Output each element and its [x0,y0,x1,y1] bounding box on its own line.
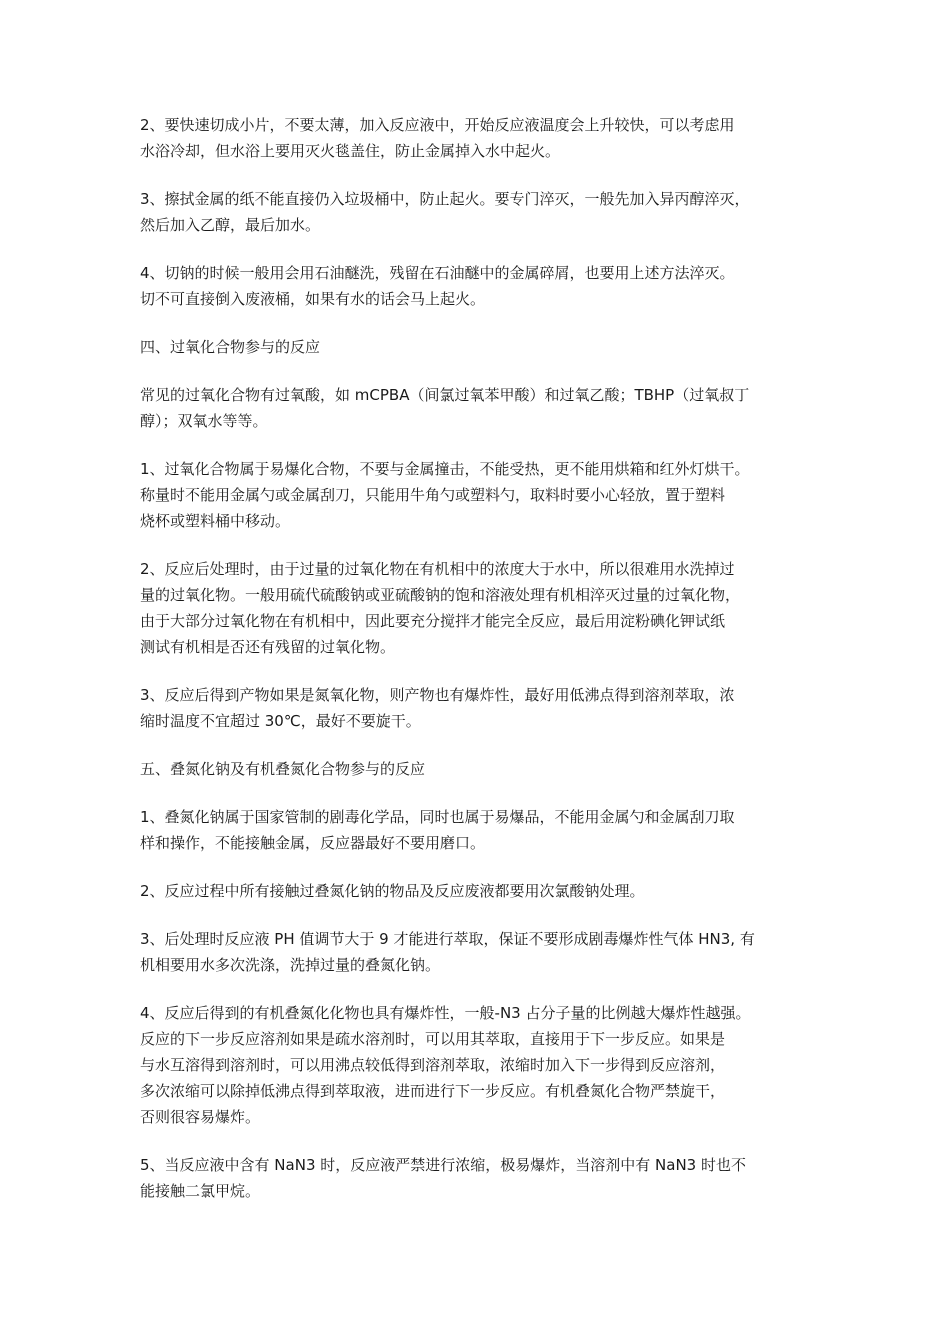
text-line: 2、反应后处理时，由于过量的过氧化物在有机相中的浓度大于水中，所以很难用水洗掉过 [140,560,735,578]
paragraph-3-n-oxide [140,682,818,734]
heading-text: 四、过氧化合物参与的反应 [140,338,321,356]
text-line: 由于大部分过氧化物在有机相中，因此要充分搅拌才能完全反应，最后用淀粉碘化钾试纸 [140,612,726,630]
paragraph-4-petroleum-ether [140,260,818,312]
text-line: 2、反应过程中所有接触过叠氮化钠的物品及反应废液都要用次氯酸钠处理。 [140,882,645,900]
text-line: 缩时温度不宜超过 30℃，最好不要旋干。 [140,712,421,730]
document-body [140,112,818,1226]
text-line: 醇）；双氧水等等。 [140,412,268,430]
paragraph-3-ph-adjust [140,926,818,978]
text-line: 1、叠氮化钠属于国家管制的剧毒化学品，同时也属于易爆品，不能用金属勺和金属刮刀取 [140,808,735,826]
paragraph-1-sodium-azide [140,804,818,856]
paragraph-peroxide-intro [140,382,818,434]
text-line: 4、反应后得到的有机叠氮化化物也具有爆炸性，一般-N3 占分子量的比例越大爆炸性越强。 [140,1004,751,1022]
paragraph-2-hypochlorite [140,878,818,904]
text-line: 水浴冷却，但水浴上要用灭火毯盖住，防止金属掉入水中起火。 [140,142,561,160]
paragraph-5-nan3-warning [140,1152,818,1204]
text-line: 量的过氧化物。一般用硫代硫酸钠或亚硫酸钠的饱和溶液处理有机相淬灭过量的过氧化物， [140,586,741,604]
paragraph-4-organic-azide [140,1000,818,1130]
text-line: 1、过氧化合物属于易爆化合物，不要与金属撞击，不能受热，更不能用烘箱和红外灯烘干。 [140,460,750,478]
text-line: 机相要用水多次洗涤，洗掉过量的叠氮化钠。 [140,956,441,974]
text-line: 然后加入乙醇，最后加水。 [140,216,321,234]
text-line: 4、切钠的时候一般用会用石油醚洗，残留在石油醚中的金属碎屑，也要用上述方法淬灭。 [140,264,735,282]
text-line: 多次浓缩可以除掉低沸点得到萃取液，进而进行下一步反应。有机叠氮化合物严禁旋干， [140,1082,726,1100]
paragraph-2-peroxide-workup [140,556,818,660]
paragraph-3-wipe-paper [140,186,818,238]
text-line: 常见的过氧化合物有过氧酸，如 mCPBA（间氯过氧苯甲酸）和过氧乙酸；TBHP（过氧叔丁 [140,386,750,404]
text-line: 烧杯或塑料桶中移动。 [140,512,291,530]
text-line: 样和操作，不能接触金属，反应器最好不要用磨口。 [140,834,486,852]
text-line: 切不可直接倒入废液桶，如果有水的话会马上起火。 [140,290,486,308]
paragraph-2-sodium-cutting [140,112,818,164]
text-line: 5、当反应液中含有 NaN3 时，反应液严禁进行浓缩，极易爆炸，当溶剂中有 NaN3 时也不 [140,1156,746,1174]
text-line: 3、反应后得到产物如果是氮氧化物，则产物也有爆炸性，最好用低沸点得到溶剂萃取，浓 [140,686,735,704]
text-line: 3、擦拭金属的纸不能直接仍入垃圾桶中，防止起火。要专门淬灭，一般先加入异丙醇淬灭， [140,190,750,208]
section-heading-azides [140,756,818,782]
section-heading-peroxides [140,334,818,360]
text-line: 3、后处理时反应液 PH 值调节大于 9 才能进行萃取，保证不要形成剧毒爆炸性气体 HN3, 有 [140,930,755,948]
text-line: 反应的下一步反应溶剂如果是疏水溶剂时，可以用其萃取，直接用于下一步反应。如果是 [140,1030,726,1048]
text-line: 2、要快速切成小片，不要太薄，加入反应液中，开始反应液温度会上升较快，可以考虑用 [140,116,735,134]
text-line: 否则很容易爆炸。 [140,1108,261,1126]
heading-text: 五、叠氮化钠及有机叠氮化合物参与的反应 [140,760,426,778]
text-line: 称量时不能用金属勺或金属刮刀，只能用牛角勺或塑料勺，取料时要小心轻放，置于塑料 [140,486,726,504]
text-line: 能接触二氯甲烷。 [140,1182,261,1200]
text-line: 测试有机相是否还有残留的过氧化物。 [140,638,396,656]
paragraph-1-peroxide-handling [140,456,818,534]
text-line: 与水互溶得到溶剂时，可以用沸点较低得到溶剂萃取，浓缩时加入下一步得到反应溶剂， [140,1056,726,1074]
